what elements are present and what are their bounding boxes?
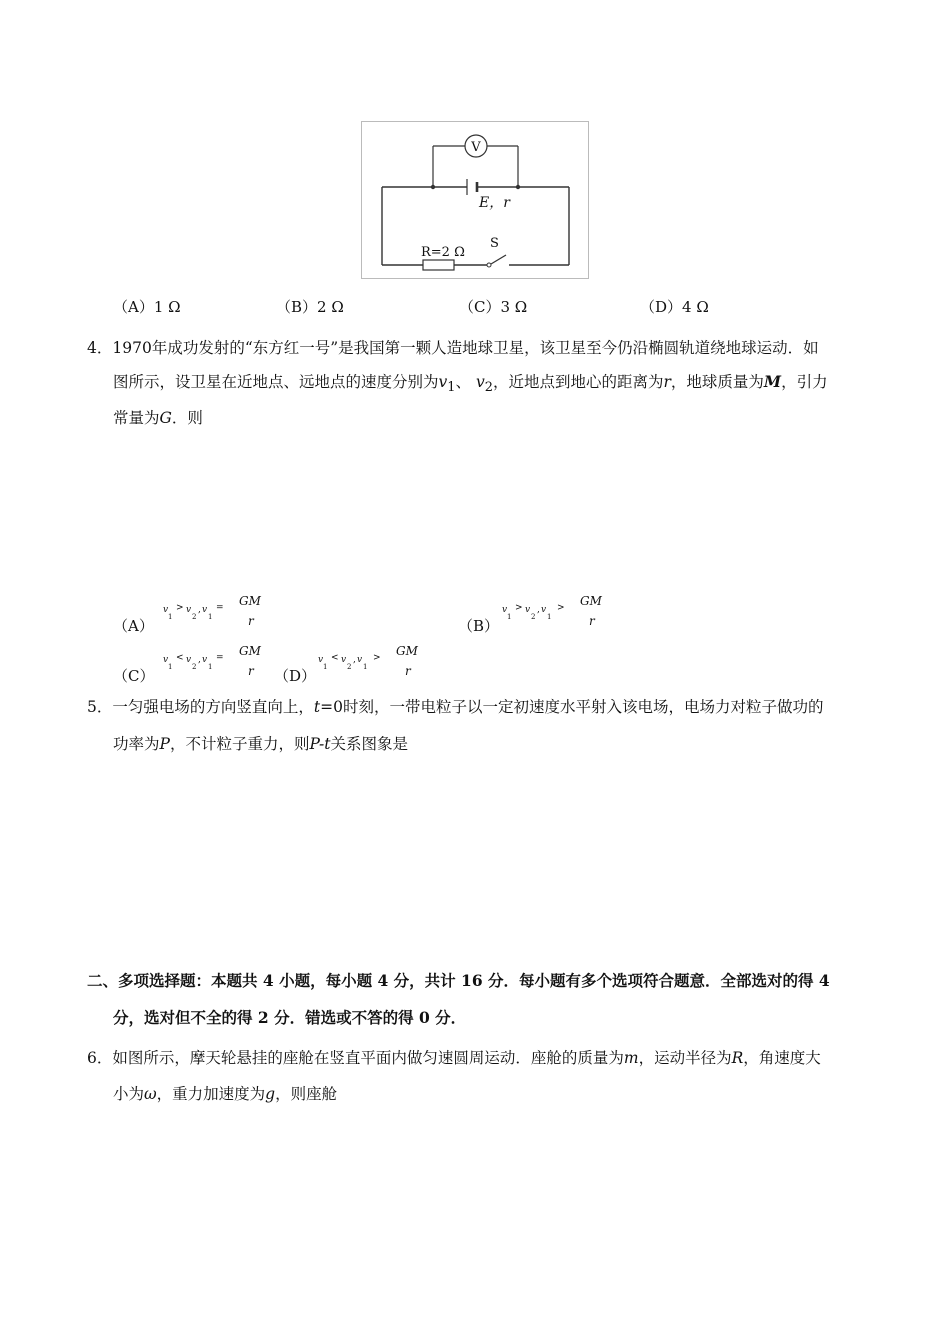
q5-line-2: 功率为P，不计粒子重力，则P-t关系图象是 (113, 735, 409, 753)
question-number: 5． (87, 698, 113, 716)
voltmeter-label: V (471, 140, 481, 155)
section-2-heading-line-1: 二、多项选择题：本题共 4 小题，每小题 4 分，共计 16 分．每小题有多个选项符合题意．全部选对的得 4 (87, 971, 830, 990)
resistor-icon (423, 260, 454, 270)
q4-option-c: （C） v 1 < v 2 , v 1 = GM r (113, 644, 261, 685)
source-label: E，r (479, 195, 510, 211)
question-number: 4． (87, 339, 113, 357)
q4-option-b: （B） v 1 > v 2 , v 1 > GM r (458, 594, 602, 635)
q3-option-c: （C）3 Ω (459, 298, 528, 316)
q4-option-d: （D） v 1 < v 2 , v 1 > GM r (274, 644, 418, 685)
q6-line-1: 6．如图所示，摩天轮悬挂的座舱在竖直平面内做匀速圆周运动．座舱的质量为m，运动半径为R，角速度大 (87, 1049, 821, 1067)
circuit-diagram (361, 121, 589, 279)
q3-option-b: （B）2 Ω (276, 298, 344, 316)
q5-line-1: 5．一匀强电场的方向竖直向上，t=0时刻，一带电粒子以一定初速度水平射入该电场，电场力对粒子做功的 (87, 698, 824, 716)
switch-blade-icon (491, 255, 506, 264)
q4-line-2: 图所示，设卫星在近地点、远地点的速度分别为$v_1$、 $v_2$，近地点到地心的距离为r，地球质量为M，引力 (113, 372, 828, 396)
switch-label: S (490, 236, 499, 251)
q4-line-3: 常量为G．则 (113, 409, 203, 427)
q3-option-a: （A）1 Ω (113, 298, 181, 316)
q4-option-a: （A） v 1 > v 2 , v 1 = GM r (113, 594, 261, 635)
question-number: 6． (87, 1049, 113, 1067)
resistor-label: R=2 Ω (421, 245, 465, 260)
switch-pivot (487, 263, 491, 267)
section-2-heading-line-2: 分，选对但不全的得 2 分．错选或不答的得 0 分． (113, 1008, 467, 1027)
q4-line-1: 4．1970年成功发射的“东方红一号”是我国第一颗人造地球卫星，该卫星至今仍沿椭圆轨道绕地球运动．如 (87, 339, 819, 357)
q3-option-d: （D）4 Ω (640, 298, 709, 316)
q6-line-2: 小为ω，重力加速度为g，则座舱 (113, 1085, 338, 1103)
